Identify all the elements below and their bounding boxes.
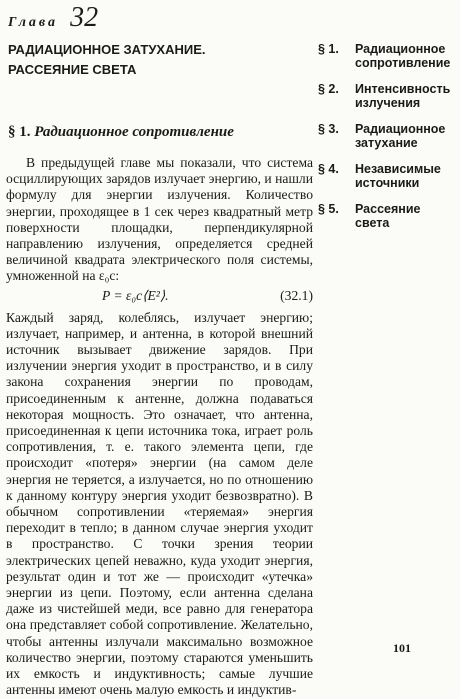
table-of-contents <box>318 42 460 230</box>
toc-item-title-cont: света <box>355 216 390 230</box>
chapter-title-line-2: РАССЕЯНИЕ СВЕТА <box>8 62 137 77</box>
paragraph: В предыдущей главе мы показали, что система осциллирующих зарядов излучает энергию, и нашли формулу для энергии излучения. Количество энергии, проходящее в 1 сек через квадратный метр поверхности площадки, перпендикулярной направлению излучения, определяется средней величиной квадрата электрического поля системы, умноженной на ε₀c: <box>6 155 313 284</box>
toc-item-2 <box>318 82 460 110</box>
section-mark: § 1. <box>8 124 31 140</box>
toc-item-title-cont: излучения <box>355 96 421 110</box>
toc-item-title: Рассеяние <box>355 202 421 216</box>
chapter-title-line-1: РАДИАЦИОННОЕ ЗАТУХАНИЕ. <box>8 42 206 57</box>
section-heading <box>8 124 308 141</box>
toc-item-title: Радиационное <box>355 122 446 136</box>
toc-item-title: Радиационное <box>355 42 446 56</box>
toc-item-number: § 1. <box>318 42 339 56</box>
chapter-heading <box>8 2 98 34</box>
toc-item-number: § 2. <box>318 82 339 96</box>
chapter-title <box>8 40 308 80</box>
section-title: Радиационное сопротивление <box>34 124 234 140</box>
toc-item-title-cont: затухание <box>355 136 418 150</box>
formula: P = ε₀c⟨E²⟩. <box>102 287 169 303</box>
body-text <box>6 155 313 699</box>
toc-item-number: § 4. <box>318 162 339 176</box>
page-number: 101 <box>393 641 411 655</box>
paragraph: Каждый заряд, колеблясь, излучает энергию; излучает, например, и антенна, в которой внешний источник вызывает движение зарядов. При излучении энергия уходит в пространство, и в силу закона сохранения энергии по проводам, присоединенным к антенне, должна подаваться некоторая мощность. Это означает, что антенна, присоединенная к цепи источника тока, играет роль сопротивления, т. е. такого элемента цепи, где происходит «потеря» энергии (на самом деле энергия не теряется, а излучается, но по отношению к данному контуру энергия уходит безвозвратно). В обычном сопротивлении «теряемая» энергия переходит в тепло; в данном случае энергия уходит в пространство. С точки зрения теории электрических цепей неважно, куда уходит энергия, результат один и тот же — происходит «утечка» энергии из цепи. Поэтому, если антенна сделана даже из чистейшей меди, все равно для генератора она представляет собой сопротивление. Желательно, чтобы антенны излучали максимально возможное количество энергии, поэтому стараются уменьшить их емкость и индуктивность; самые лучшие антенны имеют очень малую емкость и индуктив- <box>6 309 313 698</box>
toc-item-4 <box>318 162 460 190</box>
toc-item-1 <box>318 42 460 70</box>
toc-item-title-cont: сопротивление <box>355 56 451 70</box>
toc-item-number: § 5. <box>318 202 339 216</box>
formula-block <box>6 287 313 309</box>
chapter-word: Глава <box>8 15 59 30</box>
toc-item-5 <box>318 202 460 230</box>
formula-number: (32.1) <box>280 287 313 303</box>
chapter-number: 32 <box>70 2 99 33</box>
toc-item-title: Интенсивность <box>355 82 451 96</box>
toc-item-title-cont: источники <box>355 176 420 190</box>
toc-item-number: § 3. <box>318 122 339 136</box>
toc-item-3 <box>318 122 460 150</box>
toc-item-title: Независимые <box>355 162 441 176</box>
